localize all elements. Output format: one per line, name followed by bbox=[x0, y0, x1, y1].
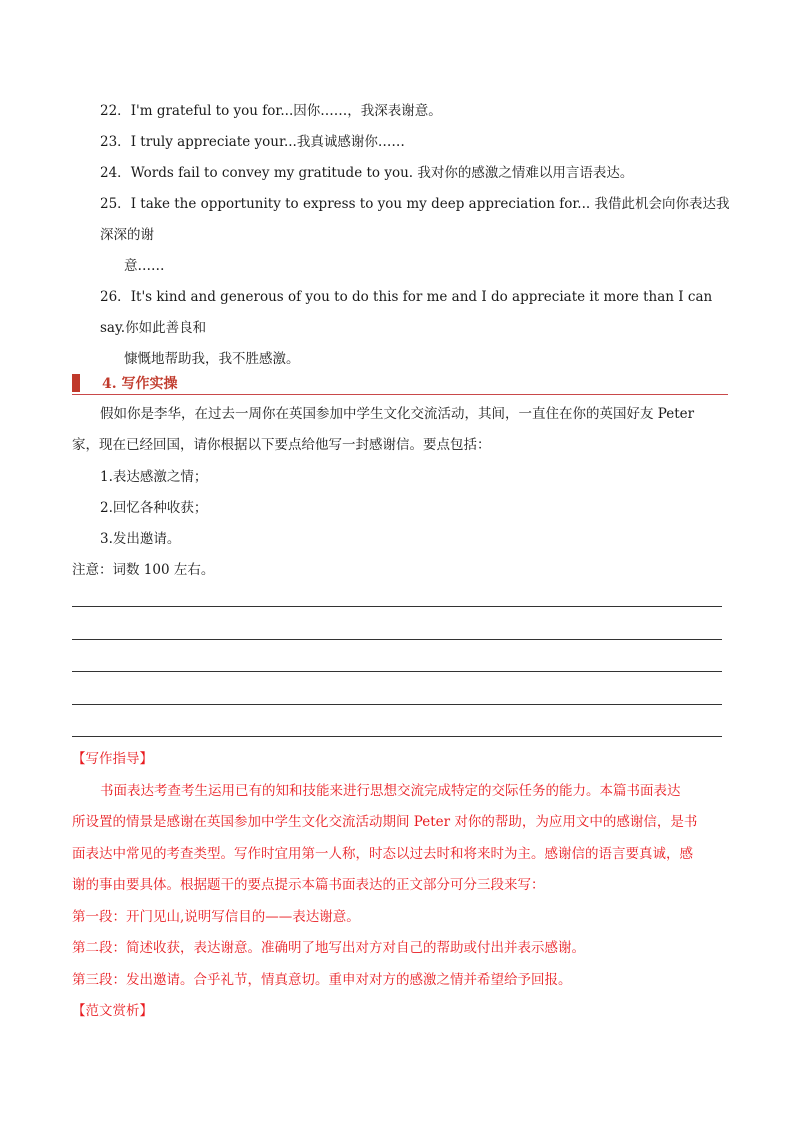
guide-paragraph-1: 第一段：开门见山,说明写信目的——表达谢意。 bbox=[72, 908, 360, 925]
phrase-number: 25． bbox=[100, 196, 131, 212]
task-point-3: 3.发出邀请。 bbox=[100, 531, 181, 547]
phrase-item-22 bbox=[100, 96, 740, 127]
writing-guide bbox=[72, 744, 732, 1028]
phrase-continuation: 意…… bbox=[124, 258, 165, 274]
task-note: 注意：词数 100 左右。 bbox=[72, 562, 215, 578]
phrase-text: I truly appreciate your...我真诚感谢你…… bbox=[130, 134, 405, 150]
phrase-list bbox=[100, 96, 740, 375]
task-intro-line1: 假如你是李华，在过去一周你在英国参加中学生文化交流活动，其间，一直住在你的英国好友 Peter bbox=[100, 406, 695, 422]
writing-line bbox=[72, 704, 722, 705]
guide-paragraph-3: 第三段：发出邀请。合乎礼节，情真意切。重申对对方的感激之情并希望给予回报。 bbox=[72, 971, 572, 988]
section-title: 4. 写作实操 bbox=[102, 376, 178, 392]
phrase-item-25 bbox=[100, 189, 740, 282]
phrase-text: I'm grateful to you for...因你……，我深表谢意。 bbox=[130, 103, 442, 119]
task-point-1: 1.表达感激之情； bbox=[100, 469, 208, 485]
phrase-item-23 bbox=[100, 127, 740, 158]
section-marker bbox=[72, 374, 80, 392]
guide-heading: 【写作指导】 bbox=[72, 751, 153, 767]
phrase-text: Words fail to convey my gratitude to you. 我对你的感激之情难以用言语表达。 bbox=[130, 165, 634, 181]
phrase-text: I take the opportunity to express to you my deep appreciation for... 我借此机会向你表达我深深的谢 bbox=[100, 196, 730, 243]
phrase-item-24 bbox=[100, 158, 740, 189]
task-point-2: 2.回忆各种收获； bbox=[100, 500, 208, 516]
guide-line: 面表达中常见的考查类型。写作时宜用第一人称，时态以过去时和将来时为主。感谢信的语言要真诚，感 bbox=[72, 845, 693, 862]
guide-line: 所设置的情景是感谢在英国参加中学生文化交流活动期间 Peter 对你的帮助，为应用文中的感谢信，是书 bbox=[72, 814, 698, 830]
phrase-number: 22． bbox=[100, 103, 131, 119]
phrase-number: 23． bbox=[100, 134, 131, 150]
guide-line: 谢的事由要具体。根据题干的要点提示本篇书面表达的正文部分可分三段来写： bbox=[72, 877, 545, 893]
task-intro-line2: 家，现在已经回国，请你根据以下要点给他写一封感谢信。要点包括： bbox=[72, 437, 491, 453]
phrase-item-26 bbox=[100, 282, 740, 375]
section-header bbox=[72, 372, 728, 395]
phrase-text: It's kind and generous of you to do this for me and I do appreciate it more than I can say.你如此善良和 bbox=[100, 289, 713, 336]
phrase-number: 26． bbox=[100, 289, 131, 305]
guide-line: 书面表达考查考生运用已有的知和技能来进行思想交流完成特定的交际任务的能力。本篇书面表达 bbox=[100, 782, 681, 799]
guide-paragraph-2: 第二段：简述收获，表达谢意。准确明了地写出对方对自己的帮助或付出并表示感谢。 bbox=[72, 940, 585, 956]
writing-line bbox=[72, 639, 722, 640]
writing-line bbox=[72, 736, 722, 737]
model-heading: 【范文赏析】 bbox=[72, 1003, 153, 1019]
phrase-continuation: 慷慨地帮助我，我不胜感激。 bbox=[124, 351, 300, 367]
writing-line bbox=[72, 606, 722, 607]
writing-line bbox=[72, 671, 722, 672]
phrase-number: 24． bbox=[100, 165, 131, 181]
